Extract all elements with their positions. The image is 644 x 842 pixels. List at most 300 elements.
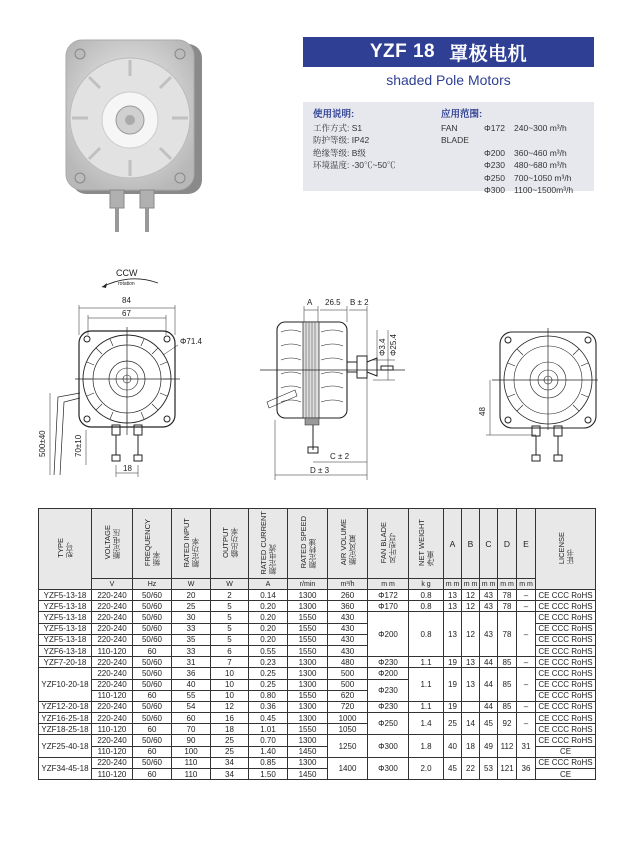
cell-input: 60 [172, 713, 211, 724]
cell-license: CE CCC RoHS [536, 623, 596, 634]
title-chinese: 罩极电机 [449, 43, 528, 65]
cell-voltage: 220-240 [92, 634, 133, 645]
header-frequency: FREQUENCY 频率 [133, 509, 172, 579]
header-net-weight: NET WEIGHT 净重 [409, 509, 444, 579]
header-c: C [480, 509, 498, 579]
cell-air: 430 [328, 634, 368, 645]
cell-e: – [517, 601, 536, 612]
cell-input: 110 [172, 757, 211, 768]
header-air-volume: AIR VOLUME 额定风量 [328, 509, 368, 579]
cell-current: 1.01 [249, 724, 288, 735]
cell-speed: 1450 [288, 746, 328, 757]
cell-fan: Φ172 [368, 590, 409, 601]
model-name: YZF 18 [369, 41, 436, 62]
cell-c: 43 [480, 601, 498, 612]
title-bar [303, 37, 594, 67]
dim-84: 84 [122, 296, 131, 305]
fan-blade-row [441, 159, 573, 172]
header-rated-current: RATED CURRENT 额定电流 [249, 509, 288, 579]
cell-speed: 1300 [288, 713, 328, 724]
cell-speed: 1550 [288, 645, 328, 656]
application-heading: 应用范围: [441, 109, 483, 120]
cell-a: 13 [444, 601, 462, 612]
cell-b: 18 [462, 735, 480, 757]
cell-current: 0.14 [249, 590, 288, 601]
header-e: E [517, 509, 536, 579]
subtitle: shaded Pole Motors [386, 72, 511, 88]
dim-18: 18 [123, 464, 132, 473]
dim-67: 67 [122, 309, 131, 318]
cell-output: 2 [211, 590, 249, 601]
cell-weight: 1.1 [409, 657, 444, 668]
cell-air: 500 [328, 668, 368, 679]
cell-license: CE CCC RoHS [536, 590, 596, 601]
cell-frequency: 50/60 [133, 590, 172, 601]
cell-speed: 1300 [288, 657, 328, 668]
cell-current: 0.45 [249, 713, 288, 724]
cell-air: 1000 [328, 713, 368, 724]
cell-fan: Φ300 [368, 735, 409, 757]
cell-output: 18 [211, 724, 249, 735]
cell-voltage: 110-120 [92, 769, 133, 780]
cell-fan: Φ230 [368, 701, 409, 712]
dim-48: 48 [478, 407, 487, 416]
cell-frequency: 60 [133, 746, 172, 757]
fan-diameter: Φ230 [484, 160, 505, 170]
cell-output: 5 [211, 612, 249, 623]
unit: m m [480, 579, 498, 590]
cell-voltage: 220-240 [92, 679, 133, 690]
cell-e: 31 [517, 735, 536, 757]
header-rated-input: RATED INPUT 额定功率 [172, 509, 211, 579]
cell-c: 43 [480, 590, 498, 601]
cell-current: 0.36 [249, 701, 288, 712]
fan-range: 360~460 m³/h [514, 147, 567, 158]
cell-frequency: 50/60 [133, 612, 172, 623]
cell-fan: Φ230 [368, 657, 409, 668]
cell-air: 620 [328, 690, 368, 701]
cell-license: CE CCC RoHS [536, 724, 596, 735]
cell-voltage: 220-240 [92, 668, 133, 679]
cell-type: YZF5-13-18 [39, 612, 92, 623]
cell-input: 35 [172, 634, 211, 645]
fan-blade-row [441, 122, 573, 147]
cell-weight: 1.4 [409, 713, 444, 735]
cell-current: 1.50 [249, 769, 288, 780]
cell-speed: 1550 [288, 724, 328, 735]
usage-line: 环境温度: -30℃~50℃ [313, 160, 396, 170]
cell-air: 430 [328, 645, 368, 656]
cell-type: YZF6-13-18 [39, 645, 92, 656]
usage-line: 绝缘等级: B级 [313, 147, 366, 158]
fan-blade-row [441, 184, 573, 197]
cell-output: 25 [211, 735, 249, 746]
cell-b: 12 [462, 590, 480, 601]
cell-type: YZF16-25-18 [39, 713, 92, 724]
cell-voltage: 110-120 [92, 645, 133, 656]
cell-frequency: 60 [133, 645, 172, 656]
side-view-drawing [255, 290, 425, 480]
cell-e: 36 [517, 757, 536, 779]
fan-blade-row [441, 172, 573, 185]
table-row [39, 757, 596, 768]
cell-type: YZF7-20-18 [39, 657, 92, 668]
cell-a: 19 [444, 657, 462, 668]
cell-c: 44 [480, 657, 498, 668]
cell-air: 480 [328, 657, 368, 668]
usage-section [313, 109, 395, 172]
header-fan-blade: FAN BLADE 风叶型号 [368, 509, 409, 579]
cell-output: 34 [211, 769, 249, 780]
spec-table [38, 508, 596, 780]
cell-output: 10 [211, 679, 249, 690]
dim-shaft: Φ3.4 [378, 338, 387, 356]
cell-output: 10 [211, 668, 249, 679]
cell-input: 100 [172, 746, 211, 757]
cell-d: 112 [498, 735, 517, 757]
cell-current: 0.20 [249, 623, 288, 634]
cell-output: 5 [211, 634, 249, 645]
rear-view-drawing [470, 320, 620, 480]
cell-input: 54 [172, 701, 211, 712]
cell-air: 1400 [328, 757, 368, 779]
fan-diameter: Φ250 [484, 172, 505, 183]
cell-voltage: 220-240 [92, 601, 133, 612]
cell-voltage: 110-120 [92, 746, 133, 757]
cell-output: 12 [211, 701, 249, 712]
cell-current: 0.20 [249, 601, 288, 612]
cell-air: 500 [328, 679, 368, 690]
cell-b: 13 [462, 668, 480, 702]
cell-voltage: 110-120 [92, 724, 133, 735]
cell-e: – [517, 668, 536, 702]
rotation-label: CCW [116, 268, 138, 278]
cell-license: CE CCC RoHS [536, 601, 596, 612]
cell-voltage: 220-240 [92, 623, 133, 634]
cell-type: YZF5-13-18 [39, 623, 92, 634]
cell-a: 13 [444, 612, 462, 657]
cell-d: 85 [498, 701, 517, 712]
header-d: D [498, 509, 517, 579]
unit: m m [498, 579, 517, 590]
cell-speed: 1300 [288, 757, 328, 768]
fan-diameter: Φ300 [484, 185, 505, 195]
cell-air: 430 [328, 623, 368, 634]
cell-output: 25 [211, 746, 249, 757]
cell-b [462, 701, 480, 712]
cell-current: 0.25 [249, 679, 288, 690]
front-view-drawing [30, 265, 230, 480]
cell-input: 33 [172, 645, 211, 656]
cell-type: YZF18-25-18 [39, 724, 92, 735]
cell-frequency: 60 [133, 769, 172, 780]
cell-current: 1.40 [249, 746, 288, 757]
usage-line: 工作方式: S1 [313, 122, 363, 133]
cell-input: 70 [172, 724, 211, 735]
cell-type: YZF5-13-18 [39, 601, 92, 612]
rotation-sublabel: rotation [118, 281, 135, 287]
cell-license: CE CCC RoHS [536, 713, 596, 724]
cell-voltage: 220-240 [92, 657, 133, 668]
header-b: B [462, 509, 480, 579]
cell-c: 45 [480, 713, 498, 735]
cell-a: 19 [444, 668, 462, 702]
fan-range: 480~680 m³/h [514, 160, 567, 170]
cell-b: 14 [462, 713, 480, 735]
cell-weight: 1.1 [409, 668, 444, 702]
cell-speed: 1300 [288, 590, 328, 601]
cell-license: CE CCC RoHS [536, 735, 596, 746]
cell-frequency: 50/60 [133, 713, 172, 724]
unit: m m [517, 579, 536, 590]
cell-speed: 1300 [288, 701, 328, 712]
dim-lead-length: 500±40 [38, 430, 47, 457]
cell-input: 33 [172, 623, 211, 634]
usage-heading: 使用说明: [313, 109, 355, 120]
cell-input: 110 [172, 769, 211, 780]
cell-b: 12 [462, 612, 480, 657]
table-row [39, 601, 596, 612]
cell-output: 10 [211, 690, 249, 701]
table-row [39, 713, 596, 724]
cell-weight: 2.0 [409, 757, 444, 779]
cell-speed: 1300 [288, 735, 328, 746]
cell-input: 30 [172, 612, 211, 623]
dim-b: B ± 2 [350, 298, 369, 307]
table-row [39, 668, 596, 679]
fan-range: 240~300 m³/h [514, 122, 567, 133]
cell-weight: 0.8 [409, 590, 444, 601]
application-section [441, 109, 573, 197]
cell-b: 22 [462, 757, 480, 779]
cell-a: 19 [444, 701, 462, 712]
header-type: TYPE 型号 [39, 509, 92, 590]
cell-b: 13 [462, 657, 480, 668]
cell-output: 34 [211, 757, 249, 768]
cell-weight: 0.8 [409, 612, 444, 657]
cell-frequency: 50/60 [133, 601, 172, 612]
table-row [39, 612, 596, 623]
cell-current: 0.23 [249, 657, 288, 668]
cell-d: 78 [498, 601, 517, 612]
dim-terminal-length: 70±10 [74, 434, 83, 457]
cell-current: 0.70 [249, 735, 288, 746]
unit: W [172, 579, 211, 590]
cell-e: – [517, 590, 536, 601]
dim-26-5: 26.5 [325, 298, 341, 307]
cell-c: 44 [480, 668, 498, 702]
unit: m m [462, 579, 480, 590]
unit: V [92, 579, 133, 590]
header-output: OUTPUT 输出功率 [211, 509, 249, 579]
cell-current: 0.20 [249, 612, 288, 623]
cell-input: 90 [172, 735, 211, 746]
cell-license: CE CCC RoHS [536, 690, 596, 701]
unit: k g [409, 579, 444, 590]
cell-output: 5 [211, 623, 249, 634]
cell-c: 53 [480, 757, 498, 779]
header-row [39, 509, 596, 579]
cell-frequency: 50/60 [133, 657, 172, 668]
cell-speed: 1550 [288, 623, 328, 634]
cell-output: 5 [211, 601, 249, 612]
units-row [39, 579, 596, 590]
cell-current: 0.80 [249, 690, 288, 701]
cell-speed: 1300 [288, 668, 328, 679]
cell-voltage: 220-240 [92, 590, 133, 601]
cell-type: YZF12-20-18 [39, 701, 92, 712]
spec-box [303, 102, 594, 195]
cell-speed: 1550 [288, 612, 328, 623]
unit: m m [444, 579, 462, 590]
header-license: LICENSE 证书 [536, 509, 596, 590]
cell-input: 31 [172, 657, 211, 668]
cell-voltage: 220-240 [92, 713, 133, 724]
header-voltage: VOLTAGE 额定电压 [92, 509, 133, 579]
cell-license: CE [536, 746, 596, 757]
cell-input: 25 [172, 601, 211, 612]
cell-a: 25 [444, 713, 462, 735]
table-row [39, 701, 596, 712]
cell-frequency: 50/60 [133, 757, 172, 768]
unit: m³/h [328, 579, 368, 590]
fan-range: 1100~1500m³/h [514, 185, 574, 195]
cell-license: CE CCC RoHS [536, 701, 596, 712]
cell-b: 12 [462, 601, 480, 612]
dim-boss: Φ25.4 [389, 334, 398, 356]
fan-diameter: Φ172 [484, 122, 505, 133]
cell-d: 78 [498, 590, 517, 601]
dim-c: C ± 2 [330, 452, 350, 461]
cell-air: 360 [328, 601, 368, 612]
cell-weight: 1.1 [409, 701, 444, 712]
cell-c: 44 [480, 701, 498, 712]
table-row [39, 735, 596, 746]
cell-license: CE CCC RoHS [536, 612, 596, 623]
cell-e: – [517, 612, 536, 657]
cell-voltage: 220-240 [92, 701, 133, 712]
cell-frequency: 50/60 [133, 735, 172, 746]
cell-a: 13 [444, 590, 462, 601]
dim-d: D ± 3 [310, 466, 330, 475]
table-row [39, 657, 596, 668]
cell-type: YZF5-13-18 [39, 590, 92, 601]
cell-fan: Φ200 [368, 668, 409, 679]
fan-blade-row [441, 147, 573, 160]
cell-license: CE CCC RoHS [536, 657, 596, 668]
cell-e: – [517, 657, 536, 668]
cell-fan: Φ300 [368, 757, 409, 779]
cell-voltage: 110-120 [92, 690, 133, 701]
cell-weight: 0.8 [409, 601, 444, 612]
cell-license: CE [536, 769, 596, 780]
unit: A [249, 579, 288, 590]
motor-photo [58, 28, 208, 238]
cell-voltage: 220-240 [92, 612, 133, 623]
cell-air: 430 [328, 612, 368, 623]
cell-air: 1250 [328, 735, 368, 757]
cell-current: 0.20 [249, 634, 288, 645]
cell-output: 16 [211, 713, 249, 724]
dim-a: A [307, 298, 313, 307]
cell-a: 45 [444, 757, 462, 779]
cell-speed: 1300 [288, 679, 328, 690]
cell-license: CE CCC RoHS [536, 679, 596, 690]
cell-air: 1050 [328, 724, 368, 735]
cell-current: 0.85 [249, 757, 288, 768]
cell-d: 85 [498, 668, 517, 702]
cell-speed: 1300 [288, 601, 328, 612]
cell-air: 720 [328, 701, 368, 712]
cell-weight: 1.8 [409, 735, 444, 757]
cell-current: 0.25 [249, 668, 288, 679]
cell-input: 40 [172, 679, 211, 690]
cell-e: – [517, 701, 536, 712]
unit: W [211, 579, 249, 590]
cell-e: – [517, 713, 536, 735]
unit: Hz [133, 579, 172, 590]
cell-frequency: 50/60 [133, 623, 172, 634]
header-rated-speed: RATED SPEED 额定转速 [288, 509, 328, 579]
fan-blade-label: FAN BLADE [441, 122, 469, 145]
table-row [39, 590, 596, 601]
cell-frequency: 50/60 [133, 701, 172, 712]
cell-speed: 1550 [288, 634, 328, 645]
cell-c: 49 [480, 735, 498, 757]
cell-voltage: 220-240 [92, 735, 133, 746]
cell-input: 36 [172, 668, 211, 679]
cell-license: CE CCC RoHS [536, 668, 596, 679]
usage-line: 防护等级: IP42 [313, 135, 370, 145]
header-a: A [444, 509, 462, 579]
cell-input: 20 [172, 590, 211, 601]
cell-air: 260 [328, 590, 368, 601]
cell-frequency: 50/60 [133, 679, 172, 690]
cell-fan: Φ250 [368, 713, 409, 735]
cell-fan: Φ170 [368, 601, 409, 612]
cell-type: YZF5-13-18 [39, 634, 92, 645]
fan-range: 700~1050 m³/h [514, 172, 572, 183]
cell-type: YZF25-40-18 [39, 735, 92, 757]
cell-d: 78 [498, 612, 517, 657]
cell-license: CE CCC RoHS [536, 634, 596, 645]
cell-c: 43 [480, 612, 498, 657]
fan-diameter: Φ200 [484, 147, 505, 158]
cell-output: 7 [211, 657, 249, 668]
cell-type: YZF10-20-18 [39, 668, 92, 702]
cell-input: 55 [172, 690, 211, 701]
cell-d: 85 [498, 657, 517, 668]
cell-output: 6 [211, 645, 249, 656]
cell-frequency: 50/60 [133, 634, 172, 645]
cell-speed: 1550 [288, 690, 328, 701]
cell-license: CE CCC RoHS [536, 645, 596, 656]
cell-a: 40 [444, 735, 462, 757]
cell-frequency: 50/60 [133, 668, 172, 679]
cell-fan: Φ200 [368, 612, 409, 657]
cell-frequency: 60 [133, 690, 172, 701]
cell-current: 0.55 [249, 645, 288, 656]
cell-voltage: 220-240 [92, 757, 133, 768]
cell-d: 121 [498, 757, 517, 779]
unit: r/min [288, 579, 328, 590]
dim-diameter: Φ71.4 [180, 337, 202, 346]
unit: m m [368, 579, 409, 590]
cell-speed: 1450 [288, 769, 328, 780]
cell-frequency: 60 [133, 724, 172, 735]
cell-fan: Φ230 [368, 679, 409, 701]
cell-license: CE CCC RoHS [536, 757, 596, 768]
